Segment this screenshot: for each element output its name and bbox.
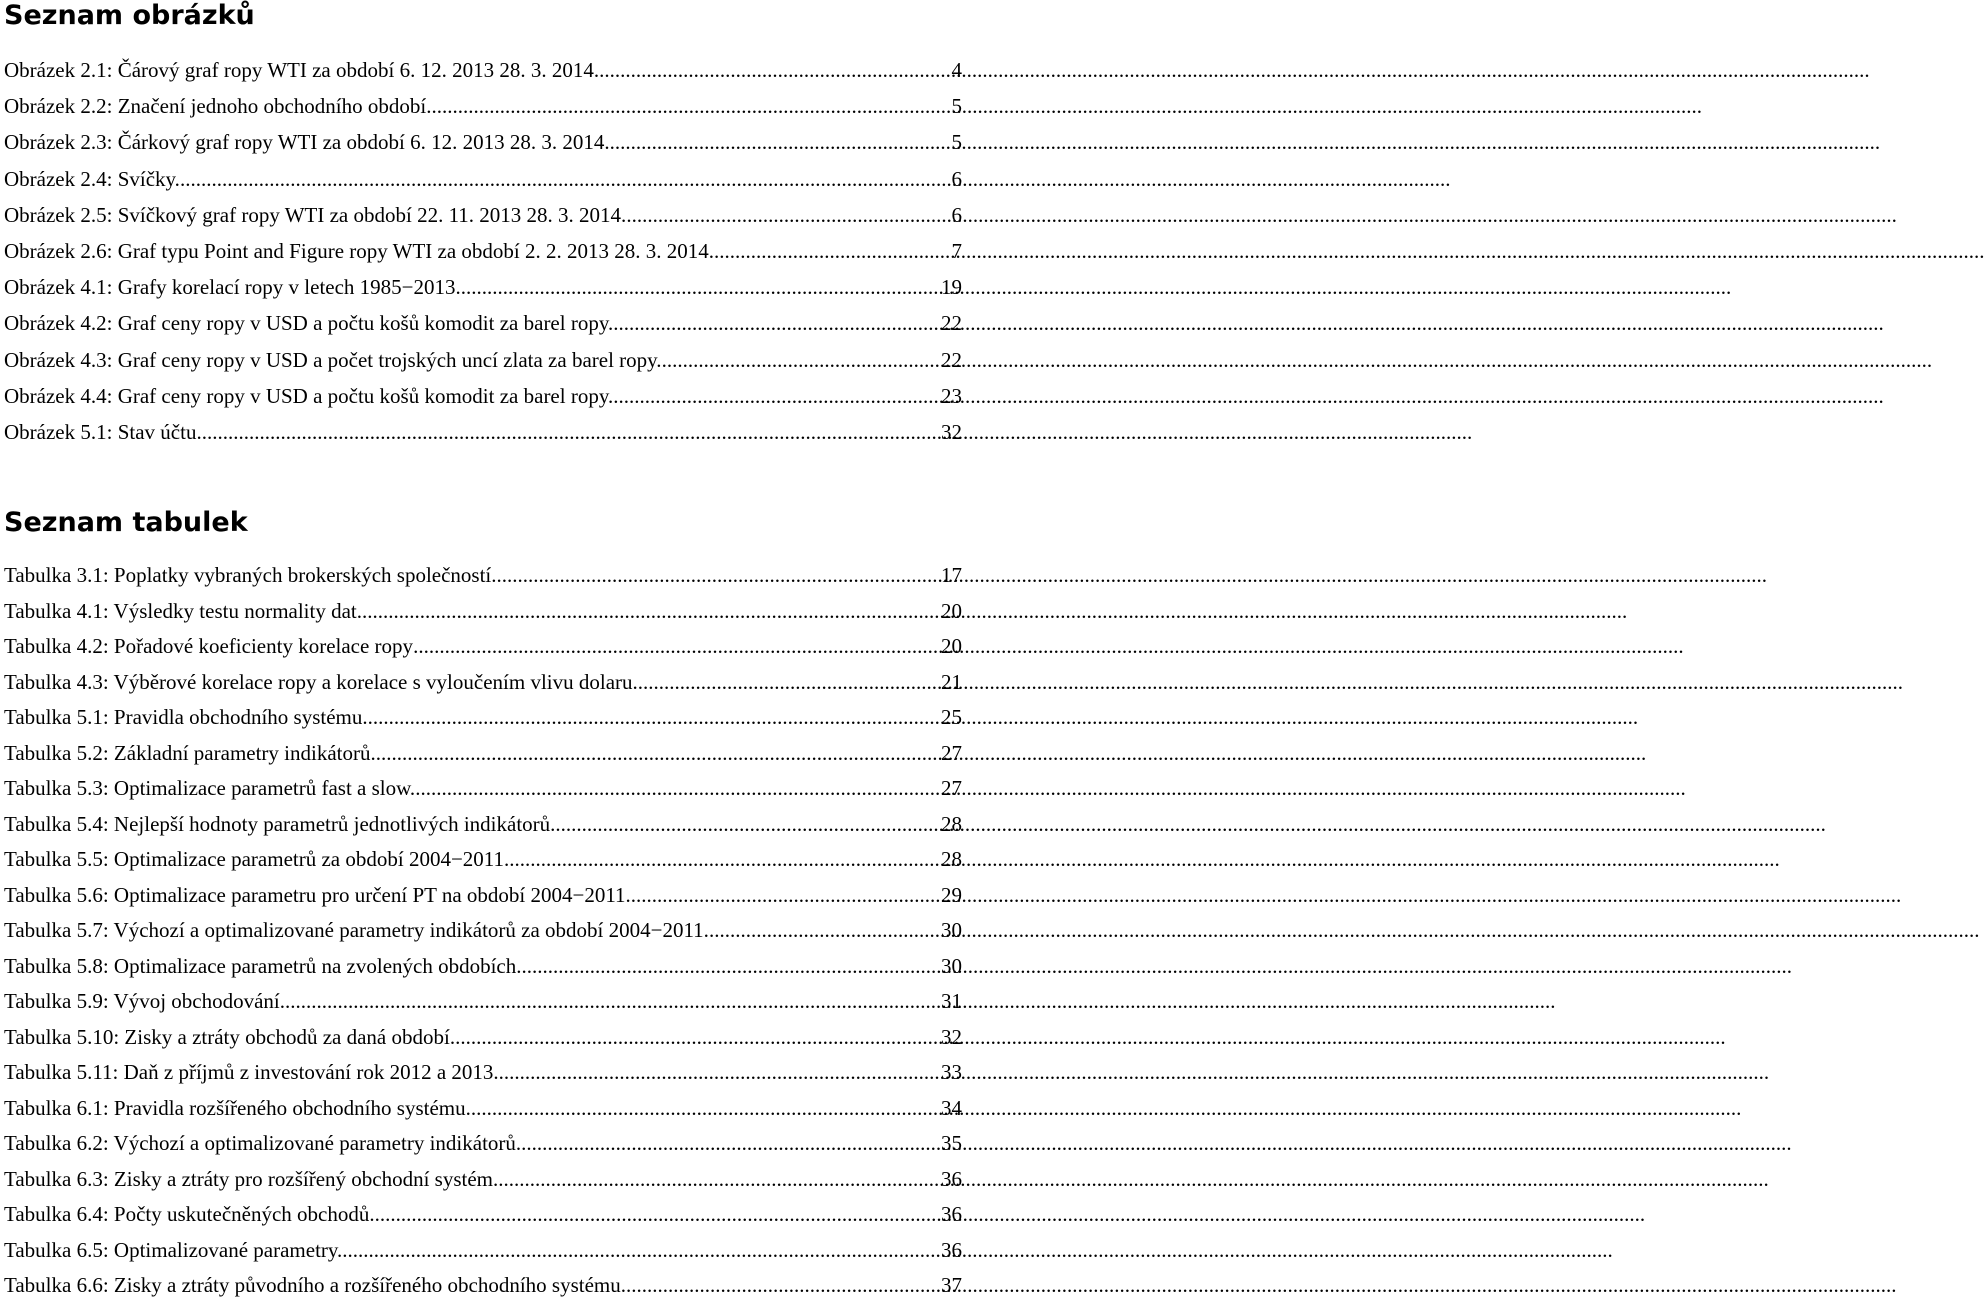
dot-leader bbox=[368, 700, 941, 736]
dot-leader bbox=[714, 233, 952, 269]
figure-entry[interactable] bbox=[4, 52, 962, 88]
table-entry[interactable] bbox=[4, 807, 962, 843]
table-entry-page-number: 28 bbox=[941, 847, 962, 871]
figure-entry[interactable] bbox=[4, 233, 962, 269]
figure-entry-label: Obrázek 2.1: Čárový graf ropy WTI za období 6. 12. 2013 28. 3. 2014. bbox=[4, 58, 600, 82]
dot-leader bbox=[357, 594, 941, 630]
table-entry-page-number: 27 bbox=[941, 776, 962, 800]
table-entry-page-number: 25 bbox=[941, 705, 962, 729]
list-of-figures bbox=[4, 52, 962, 450]
table-entry-label: Tabulka 6.1: Pravidla rozšířeného obchodního systému. bbox=[4, 1095, 471, 1120]
table-entry-page-number: 36 bbox=[941, 1166, 962, 1191]
table-entry[interactable] bbox=[4, 984, 962, 1020]
figure-entry-label: Obrázek 2.6: Graf typu Point and Figure ropy WTI za období 2. 2. 2013 28. 3. 2014. bbox=[4, 238, 714, 263]
table-entry[interactable] bbox=[4, 878, 962, 914]
table-entry-label: Tabulka 5.4: Nejlepší hodnoty parametrů jednotlivých indikátorů. bbox=[4, 811, 556, 836]
table-entry-page-number: 29 bbox=[941, 882, 962, 907]
table-entry[interactable] bbox=[4, 629, 962, 665]
list-of-tables-heading: Seznam tabulek bbox=[4, 507, 248, 538]
table-entry-page-number: 34 bbox=[941, 1095, 962, 1120]
table-entry[interactable] bbox=[4, 1126, 962, 1162]
table-entry[interactable] bbox=[4, 913, 962, 949]
dot-leader bbox=[376, 736, 941, 772]
dot-leader bbox=[455, 1020, 941, 1056]
table-entry-label: Tabulka 5.8: Optimalizace parametrů na zvolených obdobích. bbox=[4, 953, 522, 978]
figure-entry[interactable] bbox=[4, 305, 962, 341]
figure-entry-page-number: 6 bbox=[951, 202, 962, 227]
table-entry[interactable] bbox=[4, 949, 962, 985]
table-entry[interactable] bbox=[4, 1268, 962, 1304]
dot-leader bbox=[202, 414, 941, 450]
table-entry-page-number: 33 bbox=[941, 1060, 962, 1084]
table-entry[interactable] bbox=[4, 842, 962, 878]
figure-entry[interactable] bbox=[4, 88, 962, 124]
table-entry-label: Tabulka 5.11: Daň z příjmů z investování rok 2012 a 2013. bbox=[4, 1060, 499, 1084]
table-entry-page-number: 28 bbox=[941, 811, 962, 836]
figure-entry-page-number: 6 bbox=[951, 166, 962, 191]
table-entry-page-number: 20 bbox=[941, 598, 962, 623]
table-entry-label: Tabulka 5.3: Optimalizace parametrů fast a slow. bbox=[4, 776, 416, 800]
dot-leader bbox=[375, 1197, 941, 1233]
table-entry-page-number: 36 bbox=[941, 1202, 962, 1226]
table-entry-page-number: 20 bbox=[941, 634, 962, 658]
table-entry-label: Tabulka 5.7: Výchozí a optimalizované parametry indikátorů za období 2004−2011. bbox=[4, 918, 709, 942]
dot-leader bbox=[431, 88, 951, 124]
figure-entry-label: Obrázek 4.4: Graf ceny ropy v USD a počtu košů komodit za barel ropy. bbox=[4, 383, 614, 408]
figure-entry-label: Obrázek 4.1: Grafy korelací ropy v letech 1985−2013. bbox=[4, 275, 461, 300]
table-entry-label: Tabulka 4.3: Výběrové korelace ropy a korelace s vyloučením vlivu dolaru bbox=[4, 669, 633, 694]
figure-entry-label: Obrázek 2.5: Svíčkový graf ropy WTI za období 22. 11. 2013 28. 3. 2014. bbox=[4, 202, 627, 227]
dot-leader bbox=[662, 342, 941, 378]
table-entry-page-number: 35 bbox=[941, 1131, 962, 1155]
dot-leader bbox=[497, 558, 941, 594]
table-entry[interactable] bbox=[4, 1197, 962, 1233]
dot-leader bbox=[180, 161, 952, 197]
dot-leader bbox=[342, 1233, 941, 1269]
figure-entry-label: Obrázek 4.3: Graf ceny ropy v USD a počet trojských uncí zlata za barel ropy. bbox=[4, 347, 662, 372]
table-entry-label: Tabulka 5.6: Optimalizace parametru pro určení PT na období 2004−2011. bbox=[4, 882, 631, 907]
list-of-tables bbox=[4, 558, 962, 1304]
table-entry-label: Tabulka 4.2: Pořadové koeficienty korelace ropy bbox=[4, 634, 414, 658]
table-entry-label: Tabulka 6.4: Počty uskutečněných obchodů. bbox=[4, 1202, 375, 1226]
table-entry-label: Tabulka 6.2: Výchozí a optimalizované parametry indikátorů. bbox=[4, 1131, 522, 1155]
table-entry-page-number: 31 bbox=[941, 989, 962, 1013]
table-entry-label: Tabulka 5.5: Optimalizace parametrů za období 2004−2011. bbox=[4, 847, 510, 871]
dot-leader bbox=[610, 124, 952, 160]
table-entry-label: Tabulka 5.10: Zisky a ztráty obchodů za daná období. bbox=[4, 1024, 456, 1049]
table-entry-label: Tabulka 6.5: Optimalizované parametry. bbox=[4, 1237, 343, 1262]
dot-leader bbox=[498, 1162, 941, 1198]
figure-entry[interactable] bbox=[4, 124, 962, 160]
table-entry-page-number: 37 bbox=[941, 1273, 962, 1297]
table-entry-page-number: 30 bbox=[941, 953, 962, 978]
figure-entry[interactable] bbox=[4, 197, 962, 233]
figure-entry[interactable] bbox=[4, 269, 962, 305]
table-entry-label: Tabulka 6.6: Zisky a ztráty původního a rozšířeného obchodního systému. bbox=[4, 1273, 626, 1297]
table-entry-label: Tabulka 5.9: Vývoj obchodování. bbox=[4, 989, 286, 1013]
figure-entry-page-number: 5 bbox=[951, 130, 962, 155]
table-entry-label: Tabulka 5.1: Pravidla obchodního systému. bbox=[4, 705, 368, 729]
table-entry-page-number: 17 bbox=[941, 563, 962, 587]
figure-entry-label: Obrázek 4.2: Graf ceny ropy v USD a počtu košů komodit za barel ropy. bbox=[4, 311, 614, 336]
table-entry[interactable] bbox=[4, 594, 962, 630]
figure-entry[interactable] bbox=[4, 342, 962, 378]
dot-leader bbox=[415, 771, 941, 807]
figure-entry-page-number: 7 bbox=[951, 238, 962, 263]
figure-entry[interactable] bbox=[4, 414, 962, 450]
dot-leader bbox=[461, 269, 941, 305]
table-entry-label: Tabulka 3.1: Poplatky vybraných brokerských společností. bbox=[4, 563, 497, 587]
dot-leader bbox=[285, 984, 941, 1020]
table-entry[interactable] bbox=[4, 1020, 962, 1056]
dot-leader bbox=[613, 305, 941, 341]
table-entry-label: Tabulka 5.2: Základní parametry indikátorů. bbox=[4, 740, 376, 765]
figure-entry-page-number: 22 bbox=[941, 347, 962, 372]
figure-entry-page-number: 4 bbox=[951, 58, 962, 82]
table-entry-page-number: 21 bbox=[941, 669, 962, 694]
table-entry[interactable] bbox=[4, 700, 962, 736]
dot-leader bbox=[599, 52, 951, 88]
figure-entry-label: Obrázek 5.1: Stav účtu. bbox=[4, 419, 202, 444]
dot-leader bbox=[631, 878, 941, 914]
figure-entry-page-number: 19 bbox=[941, 275, 962, 300]
dot-leader bbox=[413, 629, 941, 665]
figure-entry-page-number: 32 bbox=[941, 419, 962, 444]
dot-leader bbox=[709, 913, 941, 949]
dot-leader bbox=[555, 807, 941, 843]
figure-entry-page-number: 23 bbox=[941, 383, 962, 408]
dot-leader bbox=[509, 842, 941, 878]
dot-leader bbox=[499, 1055, 941, 1091]
table-entry[interactable] bbox=[4, 1233, 962, 1269]
table-entry-page-number: 36 bbox=[941, 1237, 962, 1262]
table-entry-label: Tabulka 4.1: Výsledky testu normality dat bbox=[4, 598, 357, 623]
figure-entry[interactable] bbox=[4, 378, 962, 414]
list-of-figures-heading: Seznam obrázků bbox=[4, 0, 255, 31]
figure-entry-label: Obrázek 2.3: Čárkový graf ropy WTI za období 6. 12. 2013 28. 3. 2014. bbox=[4, 130, 610, 155]
dot-leader bbox=[633, 665, 941, 701]
figure-entry-label: Obrázek 2.4: Svíčky. bbox=[4, 166, 180, 191]
figure-entry[interactable] bbox=[4, 161, 962, 197]
table-entry[interactable] bbox=[4, 771, 962, 807]
dot-leader bbox=[626, 197, 951, 233]
figure-entry-page-number: 22 bbox=[941, 311, 962, 336]
table-entry[interactable] bbox=[4, 665, 962, 701]
table-entry[interactable] bbox=[4, 736, 962, 772]
dot-leader bbox=[626, 1268, 941, 1304]
figure-entry-label: Obrázek 2.2: Značení jednoho obchodního období. bbox=[4, 94, 432, 119]
table-entry[interactable] bbox=[4, 1091, 962, 1127]
table-entry-page-number: 32 bbox=[941, 1024, 962, 1049]
figure-entry-page-number: 5 bbox=[951, 94, 962, 119]
document-page bbox=[0, 0, 960, 1306]
dot-leader bbox=[522, 949, 941, 985]
table-entry-page-number: 30 bbox=[941, 918, 962, 942]
table-entry[interactable] bbox=[4, 1055, 962, 1091]
dot-leader bbox=[613, 378, 941, 414]
table-entry[interactable] bbox=[4, 558, 962, 594]
dot-leader bbox=[521, 1126, 941, 1162]
table-entry-label: Tabulka 6.3: Zisky a ztráty pro rozšířený obchodní systém. bbox=[4, 1166, 499, 1191]
table-entry-page-number: 27 bbox=[941, 740, 962, 765]
table-entry[interactable] bbox=[4, 1162, 962, 1198]
dot-leader bbox=[471, 1091, 941, 1127]
